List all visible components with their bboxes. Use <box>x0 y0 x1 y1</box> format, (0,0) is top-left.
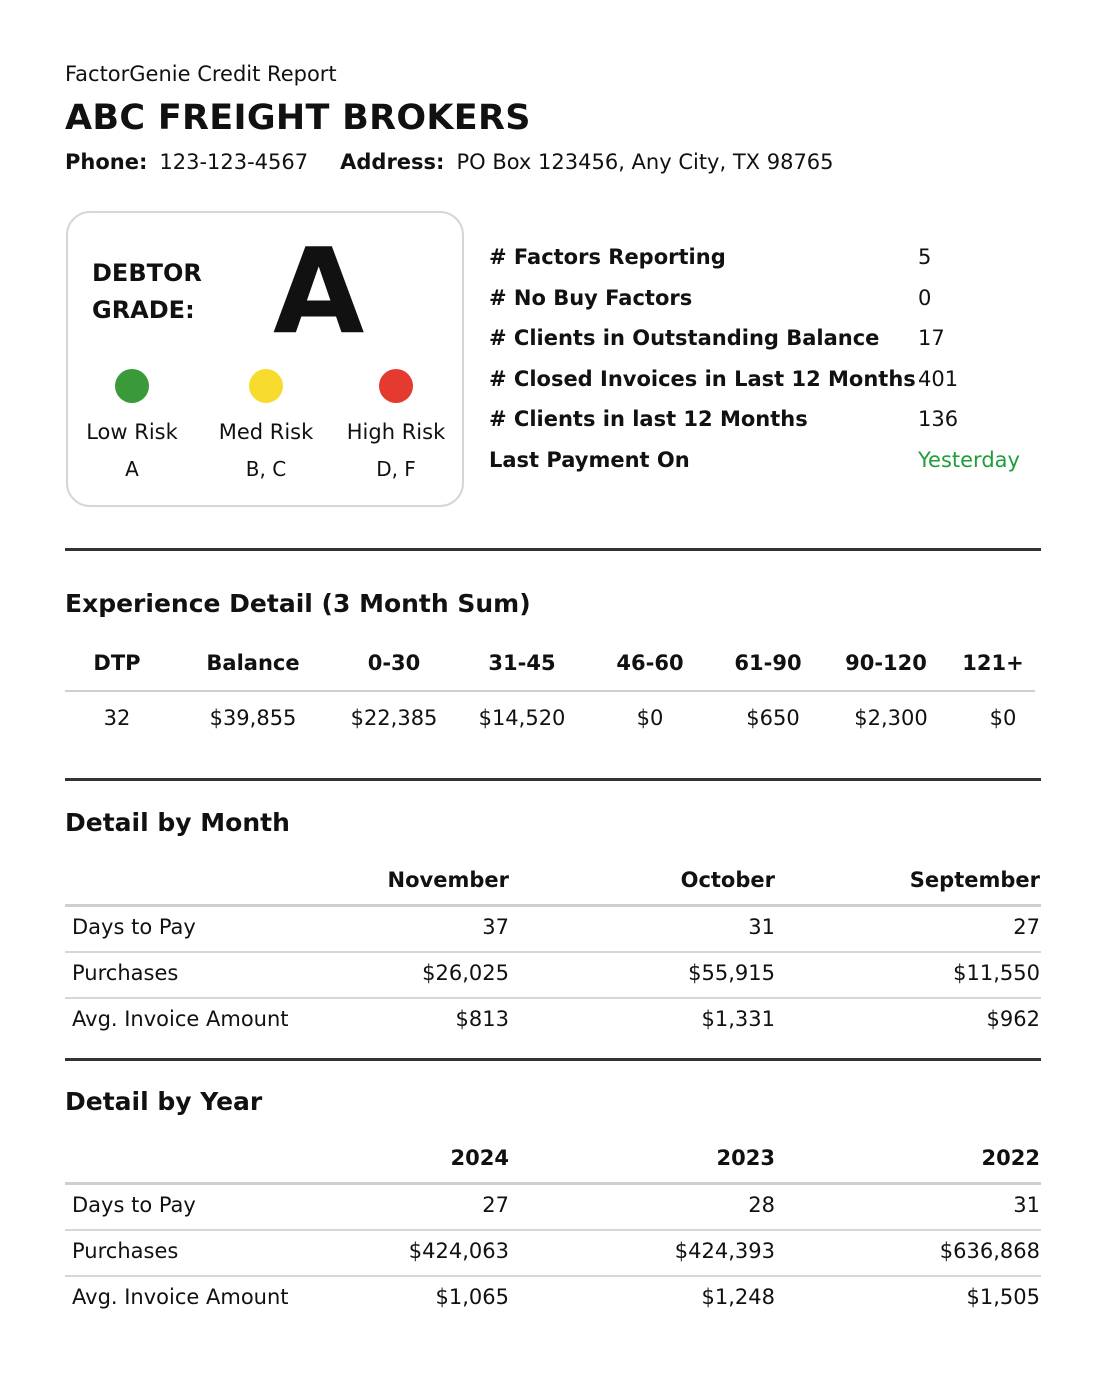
row-value: $962 <box>986 1007 1040 1031</box>
company-name: ABC FREIGHT BROKERS <box>65 98 531 138</box>
risk-level-name: Med Risk <box>218 420 314 444</box>
risk-level-low <box>72 369 192 481</box>
row-label: Purchases <box>72 1239 179 1263</box>
row-value: 27 <box>482 1193 509 1217</box>
row-value: 37 <box>482 915 509 939</box>
row-value: $1,065 <box>435 1285 509 1309</box>
experience-value: $39,855 <box>209 706 297 730</box>
summary-stats <box>489 237 1049 481</box>
stat-row <box>489 399 1049 440</box>
detail-by-year-title: Detail by Year <box>65 1087 263 1116</box>
row-value: $55,915 <box>688 961 775 985</box>
row-value: $1,505 <box>966 1285 1040 1309</box>
experience-value-row <box>65 706 1035 746</box>
risk-level-high <box>336 369 456 481</box>
year-column-header: 2022 <box>981 1146 1040 1170</box>
section-divider <box>65 548 1041 551</box>
experience-value: $650 <box>746 706 800 730</box>
risk-level-name: Low Risk <box>86 420 178 444</box>
row-value: $424,393 <box>674 1239 775 1263</box>
row-value: $636,868 <box>939 1239 1040 1263</box>
section-divider <box>65 1058 1041 1061</box>
row-value: $813 <box>455 1007 509 1031</box>
table-row <box>65 1231 1041 1277</box>
table-row <box>65 953 1041 999</box>
stat-row <box>489 278 1049 319</box>
experience-header-row <box>65 651 1035 691</box>
phone-label: Phone: <box>65 150 148 174</box>
experience-value: $2,300 <box>854 706 928 730</box>
stat-value: 0 <box>918 285 932 310</box>
experience-value: $14,520 <box>478 706 566 730</box>
risk-dot-icon <box>379 369 413 403</box>
experience-header: 46-60 <box>616 651 684 675</box>
experience-header: DTP <box>93 651 141 675</box>
risk-level-grades: A <box>125 457 139 481</box>
month-header-row <box>65 868 1041 904</box>
row-value: $1,248 <box>701 1285 775 1309</box>
experience-header: 31-45 <box>488 651 556 675</box>
phone-value: 123-123-4567 <box>159 150 309 174</box>
row-value: 31 <box>1013 1193 1040 1217</box>
report-brand: FactorGenie Credit Report <box>65 62 337 86</box>
experience-value: 32 <box>103 706 131 730</box>
stat-value: 17 <box>918 326 945 351</box>
table-row <box>65 1185 1041 1231</box>
stat-label: # Clients in Outstanding Balance <box>489 326 880 351</box>
section-divider <box>65 778 1041 781</box>
experience-header: 121+ <box>962 651 1024 675</box>
experience-header: 0-30 <box>367 651 421 675</box>
stat-label: # Clients in last 12 Months <box>489 407 808 432</box>
row-value: $26,025 <box>422 961 509 985</box>
stat-row-last-payment <box>489 440 1049 481</box>
address-label: Address: <box>340 150 445 174</box>
stat-value: 136 <box>918 407 959 432</box>
experience-header: 61-90 <box>734 651 802 675</box>
risk-level-med <box>206 369 326 481</box>
stat-label: # Factors Reporting <box>489 245 726 269</box>
experience-detail-title: Experience Detail (3 Month Sum) <box>65 589 531 618</box>
table-row <box>65 1277 1041 1321</box>
month-column-header: September <box>909 868 1040 892</box>
contact-line <box>65 150 834 174</box>
row-label: Purchases <box>72 961 179 985</box>
stat-value: 5 <box>918 245 932 269</box>
table-row <box>65 999 1041 1043</box>
experience-value: $22,385 <box>350 706 438 730</box>
debtor-grade-label: DEBTOR GRADE: <box>92 259 202 324</box>
debtor-grade-card <box>66 211 464 507</box>
row-label: Avg. Invoice Amount <box>72 1007 289 1031</box>
stat-row <box>489 359 1049 400</box>
row-value: 27 <box>1013 915 1040 939</box>
month-column-header: October <box>680 868 775 892</box>
debtor-grade-letter: A <box>273 222 365 360</box>
experience-value: $0 <box>636 706 664 730</box>
experience-header-rule <box>65 690 1035 692</box>
risk-dot-icon <box>249 369 283 403</box>
risk-level-grades: B, C <box>245 457 287 481</box>
row-value: 31 <box>748 915 775 939</box>
year-column-header: 2023 <box>716 1146 775 1170</box>
row-value: $424,063 <box>408 1239 509 1263</box>
stat-label: # Closed Invoices in Last 12 Months <box>489 366 916 391</box>
experience-header: 90-120 <box>845 651 927 675</box>
detail-by-month-table <box>65 868 1041 1043</box>
row-label: Avg. Invoice Amount <box>72 1285 289 1309</box>
row-value: $1,331 <box>701 1007 775 1031</box>
risk-level-name: High Risk <box>346 420 446 444</box>
year-header-row <box>65 1146 1041 1182</box>
experience-value: $0 <box>989 706 1017 730</box>
row-label: Days to Pay <box>72 915 196 939</box>
stat-value-last-payment: Yesterday <box>918 447 1020 472</box>
row-value: 28 <box>748 1193 775 1217</box>
risk-dot-icon <box>115 369 149 403</box>
risk-level-grades: D, F <box>376 457 416 481</box>
detail-by-year-table <box>65 1146 1041 1321</box>
address-value: PO Box 123456, Any City, TX 98765 <box>456 150 834 174</box>
row-value: $11,550 <box>953 961 1040 985</box>
row-label: Days to Pay <box>72 1193 196 1217</box>
year-column-header: 2024 <box>450 1146 509 1170</box>
experience-header: Balance <box>206 651 300 675</box>
stat-row <box>489 318 1049 359</box>
stat-label: # No Buy Factors <box>489 285 693 310</box>
stat-label: Last Payment On <box>489 447 690 472</box>
month-column-header: November <box>387 868 509 892</box>
stat-value: 401 <box>918 366 959 391</box>
table-row <box>65 907 1041 953</box>
stat-row <box>489 237 1049 278</box>
detail-by-month-title: Detail by Month <box>65 808 290 837</box>
